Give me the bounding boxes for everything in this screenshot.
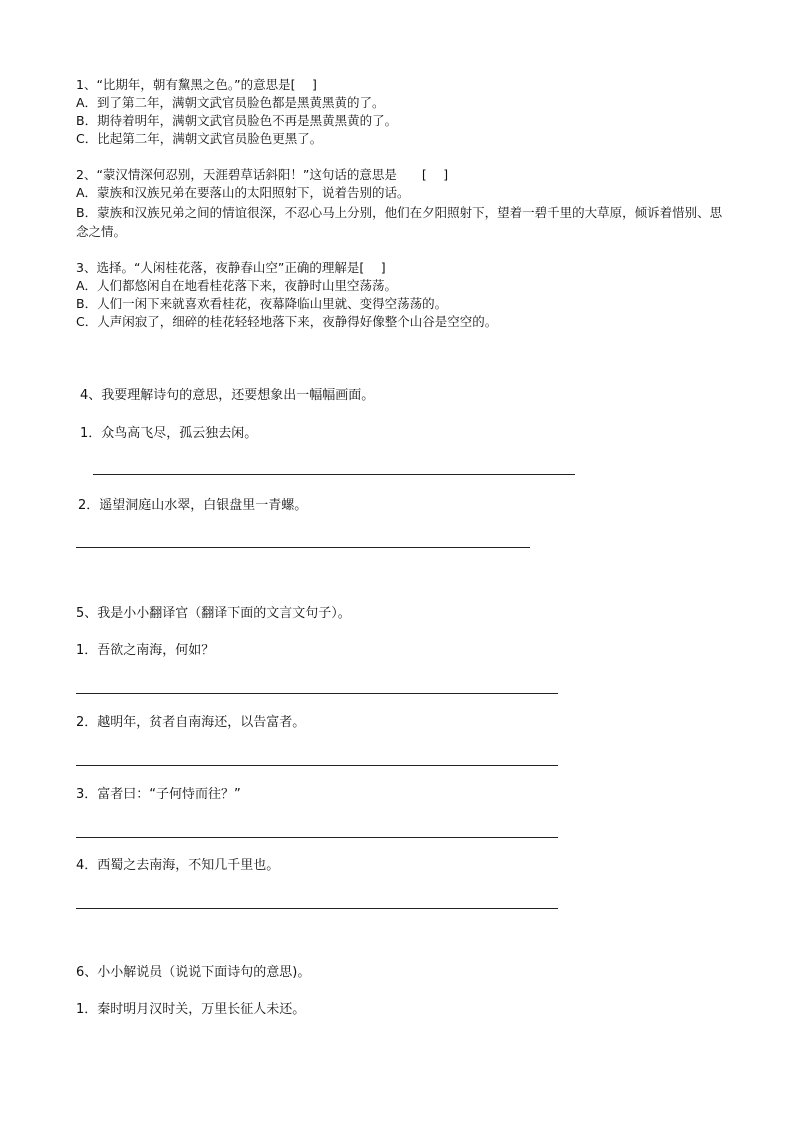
q1-option-c: C．比起第二年，满朝文武官员脸色更黑了。 bbox=[76, 131, 323, 146]
q1-option-b: B．期待着明年，满朝文武官员脸色不再是黑黄黑黄的了。 bbox=[76, 113, 398, 128]
q4-item-2: 2．遥望洞庭山水翠，白银盘里一青螺。 bbox=[78, 498, 308, 513]
q5-answer-line-2[interactable] bbox=[76, 765, 558, 766]
q5-answer-line-3[interactable] bbox=[76, 837, 558, 838]
q5-answer-line-1[interactable] bbox=[76, 693, 558, 694]
q2-option-b: B．蒙族和汉族兄弟之间的情谊很深，不忍心马上分别，他们在夕阳照射下，望着一碧千里的大草原，倾诉着惜别、思念之情。 bbox=[76, 205, 723, 239]
q5-item-4: 4．西蜀之去南海，不知几千里也。 bbox=[76, 858, 280, 873]
q4-item-1: 1．众鸟高飞尽，孤云独去闲。 bbox=[80, 426, 258, 441]
q3-option-c: C．人声闲寂了，细碎的桂花轻轻地落下来，夜静得好像整个山谷是空空的。 bbox=[76, 314, 498, 329]
q3-option-b: B．人们一闲下来就喜欢看桂花，夜幕降临山里就、变得空荡荡的。 bbox=[76, 296, 448, 311]
q1-stem: 1、“比期年，朝有黧黑之色。”的意思是[ ] bbox=[76, 77, 317, 92]
q1-option-a: A．到了第二年，满朝文武官员脸色都是黑黄黑黄的了。 bbox=[76, 95, 385, 110]
q5-answer-line-4[interactable] bbox=[76, 908, 558, 909]
q2-option-a: A．蒙族和汉族兄弟在要落山的太阳照射下，说着告别的话。 bbox=[76, 185, 410, 200]
q5-title: 5、我是小小翻译官（翻译下面的文言文句子）。 bbox=[76, 606, 351, 621]
q2-stem: 2、“蒙汉情深何忍别，天涯碧草话斜阳！”这句话的意思是 [ ] bbox=[76, 167, 449, 182]
q3-option-a: A．人们都悠闲自在地看桂花落下来，夜静时山里空荡荡。 bbox=[76, 278, 398, 293]
q5-item-1: 1．吾欲之南海，何如？ bbox=[76, 643, 215, 658]
q4-answer-line-1[interactable] bbox=[93, 474, 575, 475]
q4-answer-line-2[interactable] bbox=[76, 547, 530, 548]
q3-stem: 3、选择。“人闲桂花落，夜静春山空”正确的理解是[ ] bbox=[76, 260, 386, 275]
q6-item-1: 1．秦时明月汉时关，万里长征人未还。 bbox=[76, 1002, 306, 1017]
q6-title: 6、小小解说员（说说下面诗句的意思)。 bbox=[76, 965, 311, 980]
q5-item-2: 2．越明年，贫者自南海还，以告富者。 bbox=[76, 715, 306, 730]
q5-item-3: 3．富者曰：“子何恃而往？” bbox=[76, 787, 241, 802]
q4-title: 4、我要理解诗句的意思，还要想象出一幅幅画面。 bbox=[80, 388, 375, 403]
